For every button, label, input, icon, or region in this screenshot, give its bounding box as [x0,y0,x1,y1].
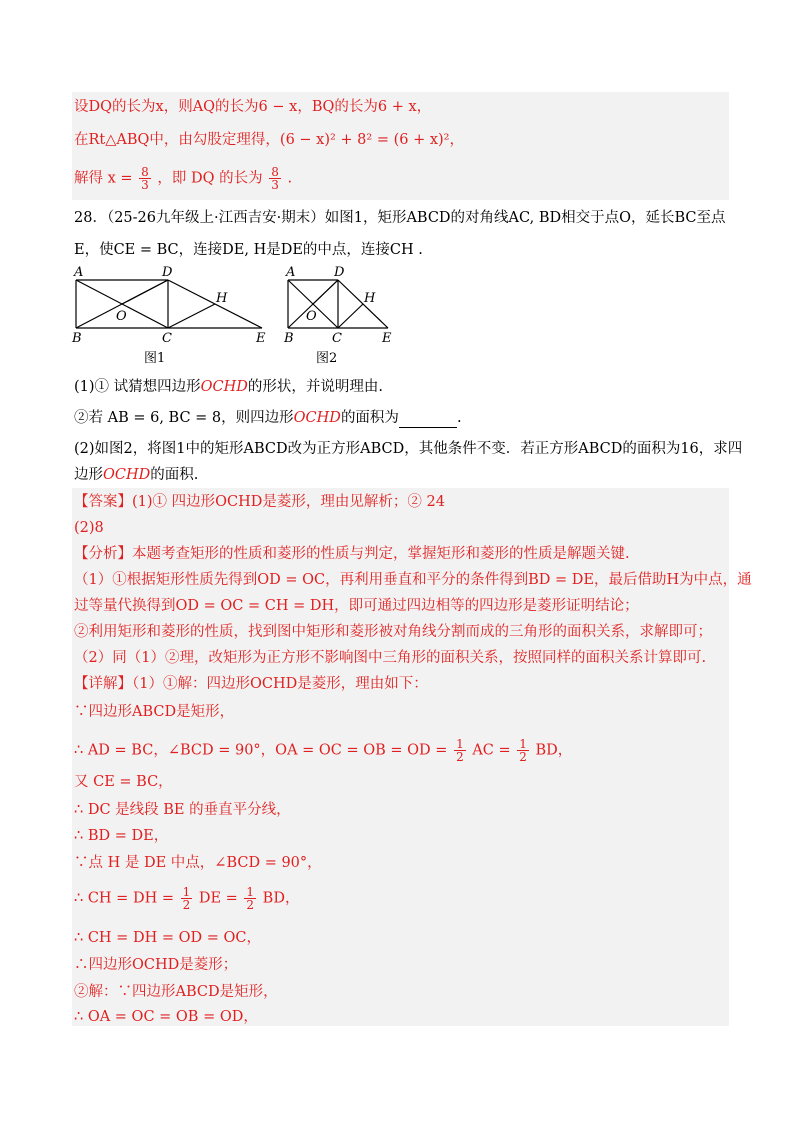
subquestion-2: ②若 AB = 6, BC = 8，则四边形OCHD的面积为 . [74,410,462,426]
analysis-line-3: 过等量代换得到OD = OC = CH = DH，即可通过四边相等的四边形是菱形证明结论； [74,598,639,614]
detail-line-11: ②解：∵四边形ABCD是矩形， [74,984,278,1000]
detail-tag: 【详解】 [74,676,132,692]
detail-line-8: ∴ CH = DH = $\frac{1}{2}$ DE = $\frac{1}{2}$ BD， [74,885,300,912]
prev-solution-line-2: 在Rt△ABQ中，由勾股定理得，(6 − x)² + 8² = (6 + x)²， [74,132,464,148]
analysis-line-4: ②利用矩形和菱形的性质，找到图中矩形和菱形被对角线分割而成的三角形的面积关系，求解即可； [74,624,712,640]
fig1-label-e: E [256,331,266,346]
answer-line-2: (2)8 [74,520,104,536]
answer-tag: 【答案】 [74,494,132,510]
fig1-label-h: H [216,291,228,306]
detail-line-3: ∴ AD = BC，∠BCD = 90°，OA = OC = OB = OD = $\frac{1}{2}$ AC = $\frac{1}{2}$ BD， [74,737,573,764]
fig2-label-a: A [286,265,296,280]
fraction-half: $\frac{1}{2}$ [246,885,255,912]
ochd-label: OCHD [103,467,151,483]
fig2-label-d: D [334,265,345,280]
analysis-tag: 【分析】 [74,546,132,562]
fig2-label-h: H [364,291,376,306]
ochd-label: OCHD [200,379,248,395]
prev-solution-line-3 [74,166,292,191]
ochd-label: OCHD [293,410,341,426]
fig1-label-b: B [72,331,82,346]
answer-blank [399,413,457,428]
detail-line-4: 又 CE = BC， [74,774,173,790]
fig2-label-e: E [382,331,392,346]
detail-line-6: ∴ BD = DE， [74,828,169,844]
fig2-label-c: C [332,331,342,346]
fig1-label-c: C [162,331,172,346]
detail-line-5: ∴ DC 是线段 BE 的垂直平分线， [74,802,291,818]
fraction-8-3: $\frac{8}{3}$ [141,165,149,192]
fig1-label-a: A [74,265,84,280]
analysis-line-5: （2）同（1）②理，改矩形为正方形不影响图中三角形的面积关系，按照同样的面积关系计算即可. [74,650,707,666]
answer-line: 【答案】(1)① 四边形OCHD是菱形，理由见解析；② 24 [74,494,445,510]
period: . [287,170,293,187]
solve-text: 解得 x = [74,170,133,187]
detail-line-2: ∵四边形ABCD是矩形， [74,704,235,720]
dq-text: ，即 DQ 的长为 [157,170,263,187]
detail-line-12: ∴ OA = OC = OB = OD， [74,1009,258,1025]
fig2-label-o: O [306,309,317,324]
detail-line-10: ∴四边形OCHD是菱形； [74,957,238,973]
figure-1 [76,280,262,328]
prev-solution-line-1: 设DQ的长为x，则AQ的长为6 − x，BQ的长为6 + x， [74,99,432,115]
question-line-2: E，使CE = BC，连接DE, H是DE的中点，连接CH . [74,242,423,258]
fraction-half: $\frac{1}{2}$ [456,737,464,764]
detail-line-1: 【详解】（1）①解：四边形OCHD是菱形，理由如下： [74,676,428,692]
fraction-half: $\frac{1}{2}$ [519,737,527,764]
subquestion-3: (2)如图2，将图1中的矩形ABCD改为正方形ABCD，其他条件不变．若正方形ABCD的面积为16，求四 [74,441,743,457]
fig1-label-d: D [162,265,173,280]
subquestion-4: 边形OCHD的面积. [74,467,199,483]
question-line-1: 28．（25-26九年级上·江西吉安·期末）如图1，矩形ABCD的对角线AC, BD相交于点O，延长BC至点 [74,210,726,226]
geometry-figures [66,262,406,370]
analysis-line-1: 【分析】本题考查矩形的性质和菱形的性质与判定，掌握矩形和菱形的性质是解题关键. [74,546,630,562]
detail-line-7: ∵点 H 是 DE 中点，∠BCD = 90°， [74,855,322,871]
fraction-half: $\frac{1}{2}$ [182,885,191,912]
analysis-line-2: （1）①根据矩形性质先得到OD = OC，再利用垂直和平分的条件得到BD = DE，最后借助H为中点，通 [74,572,752,588]
detail-line-9: ∴ CH = DH = OD = OC， [74,930,261,946]
fig1-label-o: O [116,309,127,324]
fig1-caption: 图1 [144,351,166,366]
fig2-label-b: B [284,331,294,346]
subquestion-1: (1)① 试猜想四边形OCHD的形状，并说明理由. [74,379,384,395]
fraction-8-3-b: $\frac{8}{3}$ [271,165,279,192]
fig2-caption: 图2 [316,351,338,366]
